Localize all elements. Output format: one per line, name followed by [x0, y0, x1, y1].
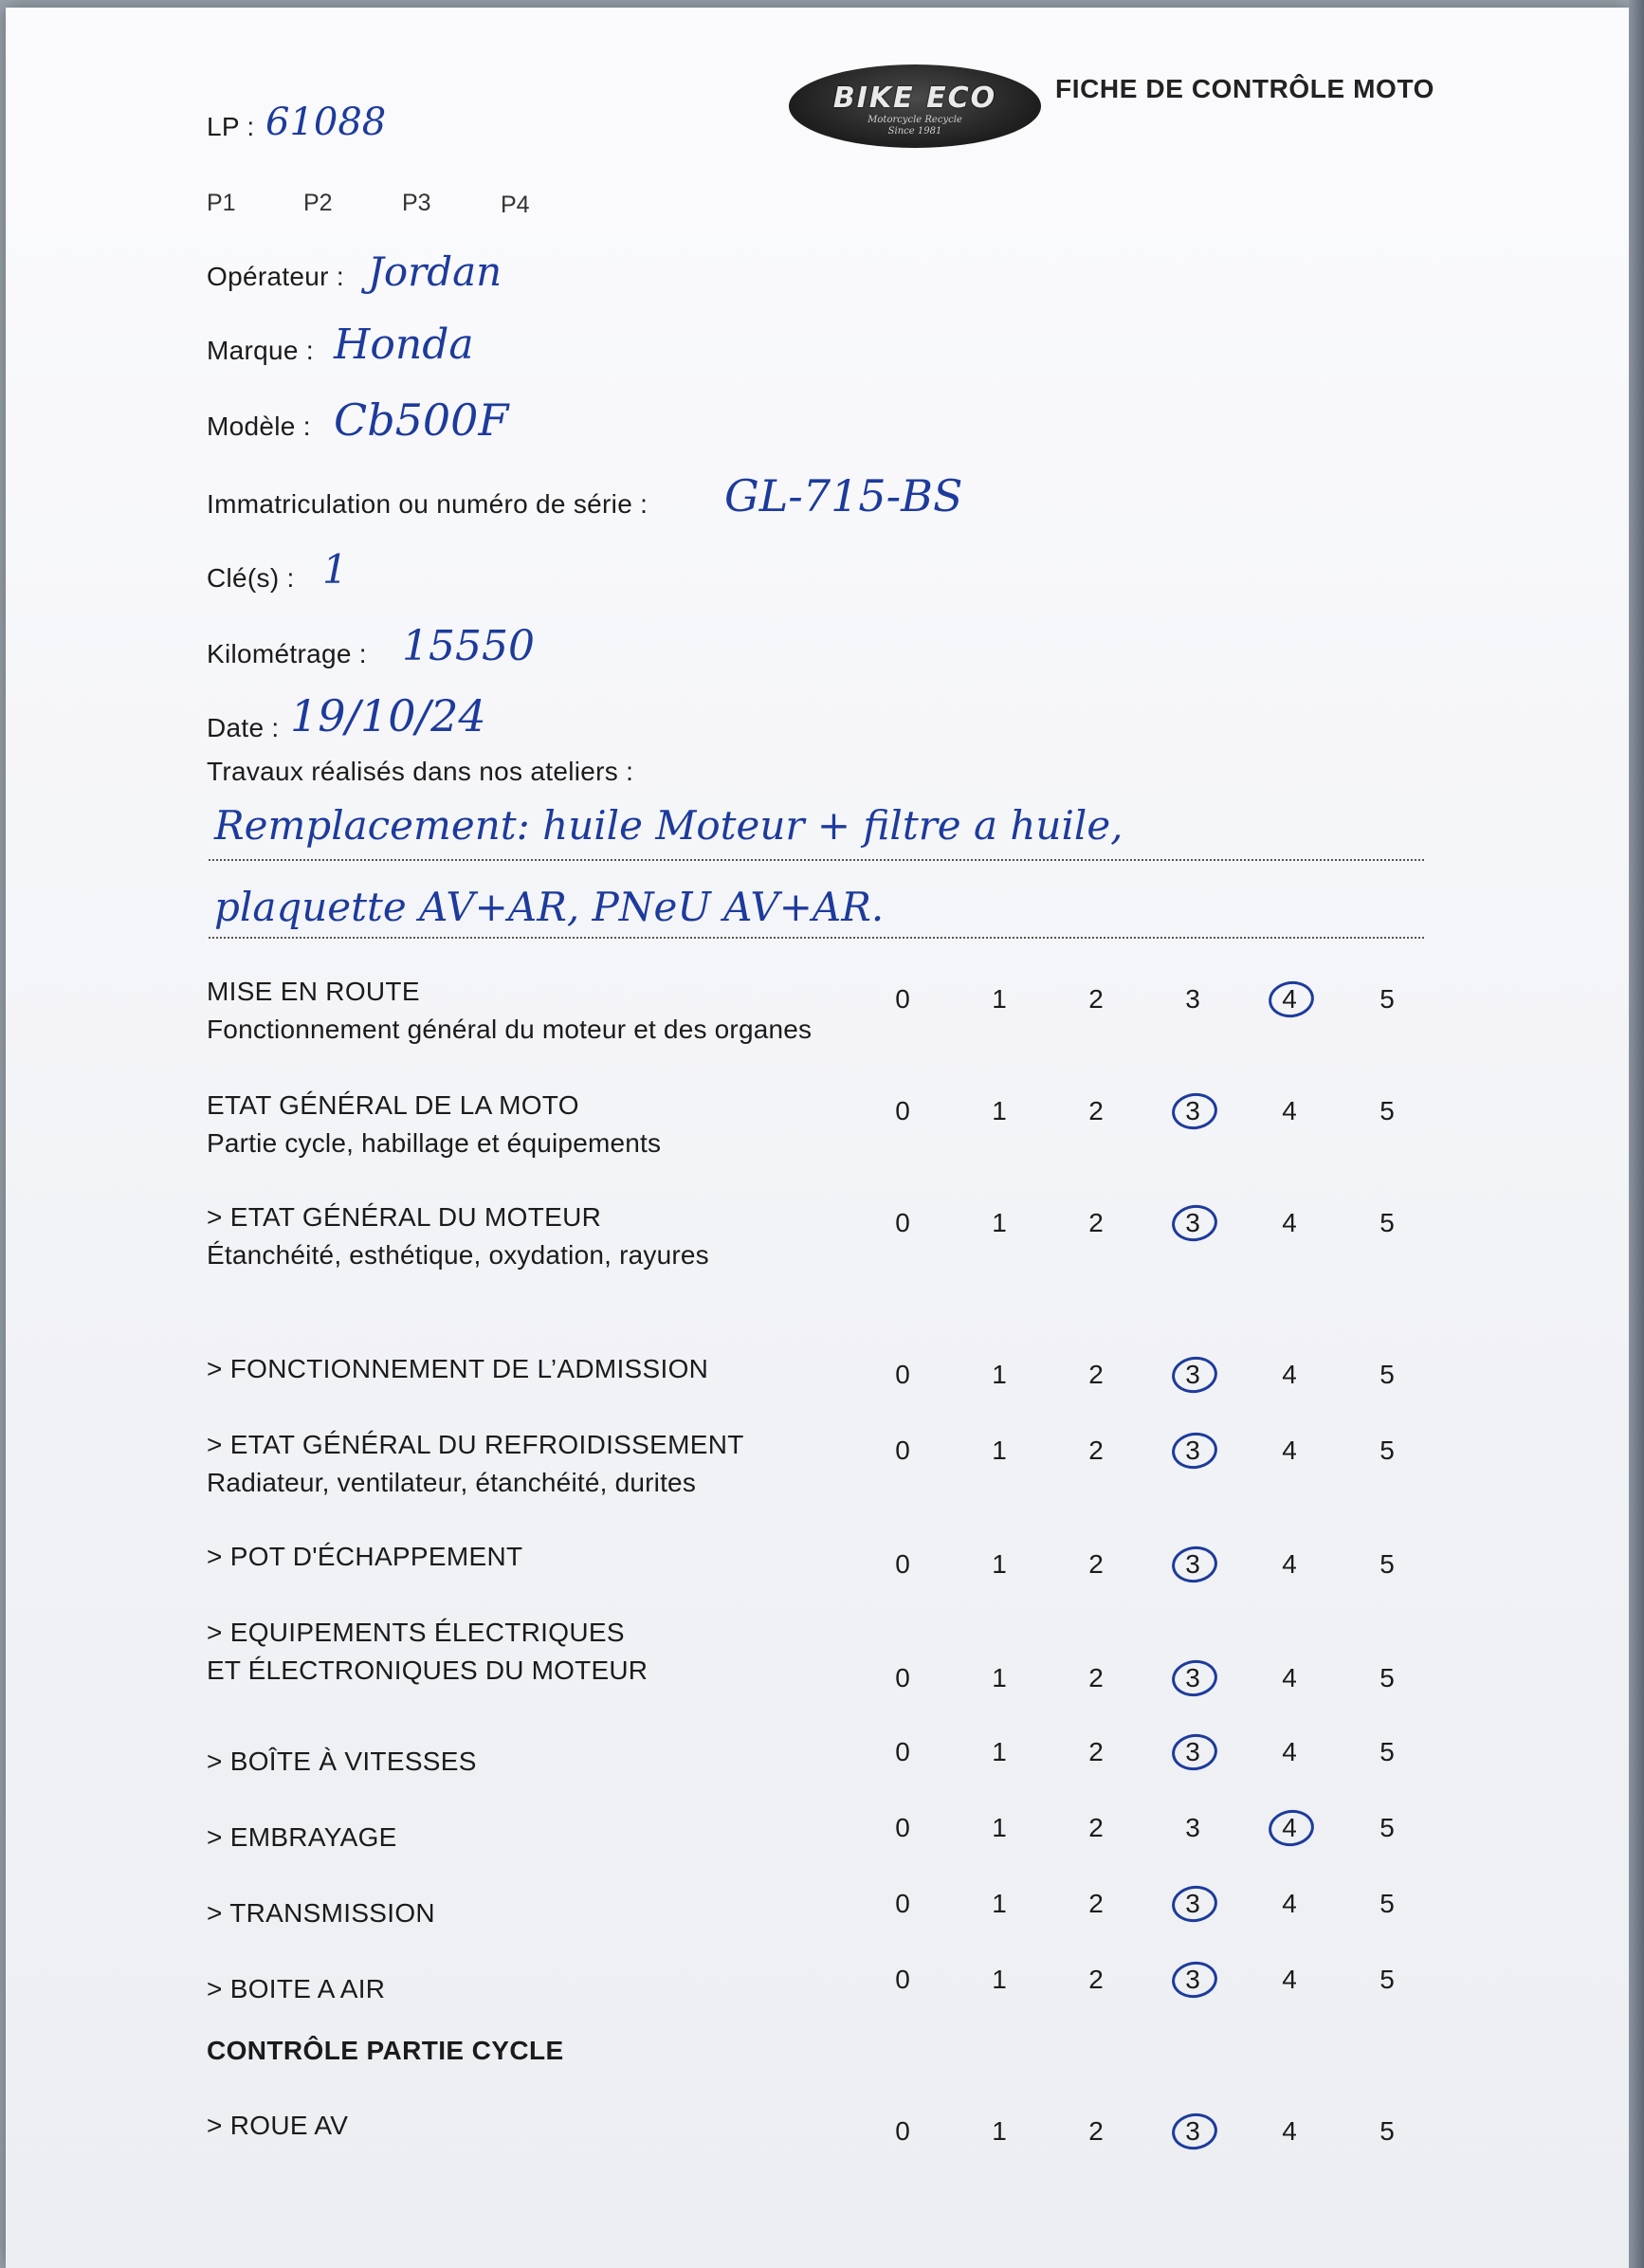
score-option-3[interactable]: 3	[1185, 1208, 1200, 1237]
score-option-4[interactable]: 4	[1282, 2116, 1297, 2146]
score-option-3[interactable]: 3	[1185, 1813, 1200, 1842]
score-option-5[interactable]: 5	[1379, 1360, 1395, 1389]
criterion-title: > FONCTIONNEMENT DE L’ADMISSION	[207, 1354, 709, 1383]
bike-eco-logo	[789, 64, 1041, 148]
criterion-row	[207, 1542, 522, 1572]
modele-value: Cb500F	[334, 394, 509, 446]
score-option-0[interactable]: 0	[895, 1889, 910, 1918]
score-option-1[interactable]: 1	[992, 984, 1007, 1014]
marque-value: Honda	[334, 320, 474, 369]
score-option-0[interactable]: 0	[895, 2116, 910, 2146]
date-label: Date :	[207, 713, 280, 742]
score-option-3[interactable]: 3	[1185, 1096, 1200, 1125]
operateur-label: Opérateur :	[207, 262, 344, 291]
score-option-3[interactable]: 3	[1185, 1889, 1200, 1918]
score-option-5[interactable]: 5	[1379, 1549, 1395, 1579]
criterion-subtitle: Étanchéité, esthétique, oxydation, rayures	[207, 1240, 709, 1270]
criterion-title: > TRANSMISSION	[207, 1898, 435, 1928]
score-option-4[interactable]: 4	[1282, 1549, 1297, 1579]
score-option-1[interactable]: 1	[992, 1436, 1007, 1465]
criterion-title: > EQUIPEMENTS ÉLECTRIQUES	[207, 1618, 625, 1647]
score-option-4[interactable]: 4	[1282, 1889, 1297, 1918]
score-option-3[interactable]: 3	[1185, 1663, 1200, 1692]
priority-p2[interactable]: P2	[303, 190, 333, 216]
score-option-5[interactable]: 5	[1379, 1813, 1395, 1842]
priority-p4[interactable]: P4	[501, 192, 530, 218]
criterion-row	[207, 977, 812, 1045]
logo-brand: BIKE ECO	[832, 81, 997, 115]
score-option-2[interactable]: 2	[1088, 1436, 1104, 1465]
criterion-subtitle: Fonctionnement général du moteur et des organes	[207, 1015, 813, 1044]
priority-p3[interactable]: P3	[402, 190, 431, 216]
score-option-2[interactable]: 2	[1088, 2116, 1104, 2146]
score-option-0[interactable]: 0	[895, 1663, 910, 1692]
score-option-2[interactable]: 2	[1088, 1360, 1104, 1389]
score-option-2[interactable]: 2	[1088, 1889, 1104, 1918]
score-option-5[interactable]: 5	[1379, 1208, 1395, 1237]
score-option-1[interactable]: 1	[992, 1663, 1007, 1692]
cycle-criterion-row	[207, 2111, 348, 2141]
score-option-0[interactable]: 0	[895, 1436, 910, 1465]
score-option-4[interactable]: 4	[1282, 1360, 1297, 1389]
score-option-4[interactable]: 4	[1282, 1965, 1297, 1994]
score-option-2[interactable]: 2	[1088, 1663, 1104, 1692]
logo-since: Since 1981	[887, 125, 942, 137]
km-label: Kilométrage :	[207, 639, 367, 668]
score-option-5[interactable]: 5	[1379, 2116, 1395, 2146]
priority-p1[interactable]: P1	[207, 190, 236, 216]
travaux-dotted-line-1	[209, 859, 1424, 861]
score-option-4[interactable]: 4	[1282, 1663, 1297, 1692]
score-option-1[interactable]: 1	[992, 1360, 1007, 1389]
score-option-1[interactable]: 1	[992, 1889, 1007, 1918]
score-option-1[interactable]: 1	[992, 1549, 1007, 1579]
criterion-row	[207, 1747, 477, 1777]
travaux-line-1: Remplacement: huile Moteur + filtre a huile,	[214, 802, 1123, 849]
criterion-subtitle: Partie cycle, habillage et équipements	[207, 1128, 662, 1158]
criterion-title: > EMBRAYAGE	[207, 1822, 397, 1852]
score-option-3[interactable]: 3	[1185, 1360, 1200, 1389]
operateur-value: Jordan	[368, 248, 502, 295]
criterion-row	[207, 1618, 648, 1686]
score-option-5[interactable]: 5	[1379, 1436, 1395, 1465]
score-option-1[interactable]: 1	[992, 2116, 1007, 2146]
score-option-5[interactable]: 5	[1379, 1889, 1395, 1918]
score-option-1[interactable]: 1	[992, 1965, 1007, 1994]
immat-value: GL-715-BS	[724, 470, 963, 521]
criterion-subtitle: ET ÉLECTRONIQUES DU MOTEUR	[207, 1655, 648, 1685]
criterion-title: > POT D'ÉCHAPPEMENT	[207, 1542, 523, 1571]
score-option-3[interactable]: 3	[1185, 1549, 1200, 1579]
criterion-row	[207, 1202, 709, 1271]
score-option-3[interactable]: 3	[1185, 1965, 1200, 1994]
criterion-row	[207, 1354, 708, 1384]
score-option-0[interactable]: 0	[895, 1360, 910, 1389]
cycle-criterion-title: > ROUE AV	[207, 2111, 349, 2140]
criterion-row	[207, 1822, 397, 1853]
score-option-3[interactable]: 3	[1185, 984, 1200, 1014]
score-option-2[interactable]: 2	[1088, 984, 1104, 1014]
score-option-0[interactable]: 0	[895, 1208, 910, 1237]
km-value: 15550	[402, 622, 535, 670]
logo-tagline: Motorcycle Recycle	[868, 114, 962, 125]
criterion-title: ETAT GÉNÉRAL DE LA MOTO	[207, 1090, 579, 1120]
criterion-title: MISE EN ROUTE	[207, 977, 420, 1006]
score-option-2[interactable]: 2	[1088, 1813, 1104, 1842]
score-option-2[interactable]: 2	[1088, 1737, 1104, 1766]
score-option-2[interactable]: 2	[1088, 1208, 1104, 1237]
score-option-4[interactable]: 4	[1282, 1813, 1297, 1842]
page-edge	[1629, 0, 1644, 2268]
section-cycle-title: CONTRÔLE PARTIE CYCLE	[207, 2036, 564, 2065]
score-option-5[interactable]: 5	[1379, 1737, 1395, 1766]
immat-label: Immatriculation ou numéro de série :	[207, 489, 648, 519]
score-option-2[interactable]: 2	[1088, 1096, 1104, 1125]
travaux-line-2: plaquette AV+AR, PNeU AV+AR.	[214, 884, 885, 930]
criterion-row	[207, 1430, 744, 1498]
score-option-0[interactable]: 0	[895, 1096, 910, 1125]
score-option-5[interactable]: 5	[1379, 1663, 1395, 1692]
score-option-0[interactable]: 0	[895, 1737, 910, 1766]
score-option-5[interactable]: 5	[1379, 1096, 1395, 1125]
score-option-1[interactable]: 1	[992, 1096, 1007, 1125]
score-option-0[interactable]: 0	[895, 1813, 910, 1842]
criterion-title: > BOÎTE À VITESSES	[207, 1747, 477, 1776]
cles-label: Clé(s) :	[207, 563, 295, 593]
date-value: 19/10/24	[290, 690, 486, 741]
marque-label: Marque :	[207, 336, 314, 365]
travaux-dotted-line-2	[209, 937, 1424, 939]
score-option-4[interactable]: 4	[1282, 984, 1297, 1014]
criterion-row	[207, 1974, 385, 2004]
score-option-0[interactable]: 0	[895, 1549, 910, 1579]
score-option-3[interactable]: 3	[1185, 2116, 1200, 2146]
score-option-3[interactable]: 3	[1185, 1436, 1200, 1465]
score-option-0[interactable]: 0	[895, 1965, 910, 1994]
document-title: FICHE DE CONTRÔLE MOTO	[1055, 74, 1435, 103]
score-option-4[interactable]: 4	[1282, 1096, 1297, 1125]
cles-value: 1	[322, 546, 348, 593]
score-option-2[interactable]: 2	[1088, 1549, 1104, 1579]
criterion-row	[207, 1898, 435, 1929]
modele-label: Modèle :	[207, 412, 311, 441]
score-option-1[interactable]: 1	[992, 1737, 1007, 1766]
score-option-2[interactable]: 2	[1088, 1965, 1104, 1994]
score-option-5[interactable]: 5	[1379, 984, 1395, 1014]
travaux-label: Travaux réalisés dans nos ateliers :	[207, 757, 634, 786]
score-option-4[interactable]: 4	[1282, 1208, 1297, 1237]
score-option-1[interactable]: 1	[992, 1208, 1007, 1237]
criterion-title: > ETAT GÉNÉRAL DU MOTEUR	[207, 1202, 602, 1232]
score-option-5[interactable]: 5	[1379, 1965, 1395, 1994]
criterion-title: > ETAT GÉNÉRAL DU REFROIDISSEMENT	[207, 1430, 744, 1459]
lp-label: LP :	[207, 112, 255, 141]
score-option-3[interactable]: 3	[1185, 1737, 1200, 1766]
score-option-4[interactable]: 4	[1282, 1737, 1297, 1766]
criterion-title: > BOITE A AIR	[207, 1974, 386, 2003]
score-option-4[interactable]: 4	[1282, 1436, 1297, 1465]
score-option-1[interactable]: 1	[992, 1813, 1007, 1842]
lp-value: 61088	[265, 101, 387, 144]
criterion-subtitle: Radiateur, ventilateur, étanchéité, durites	[207, 1468, 697, 1497]
criterion-row	[207, 1090, 661, 1159]
score-option-0[interactable]: 0	[895, 984, 910, 1014]
